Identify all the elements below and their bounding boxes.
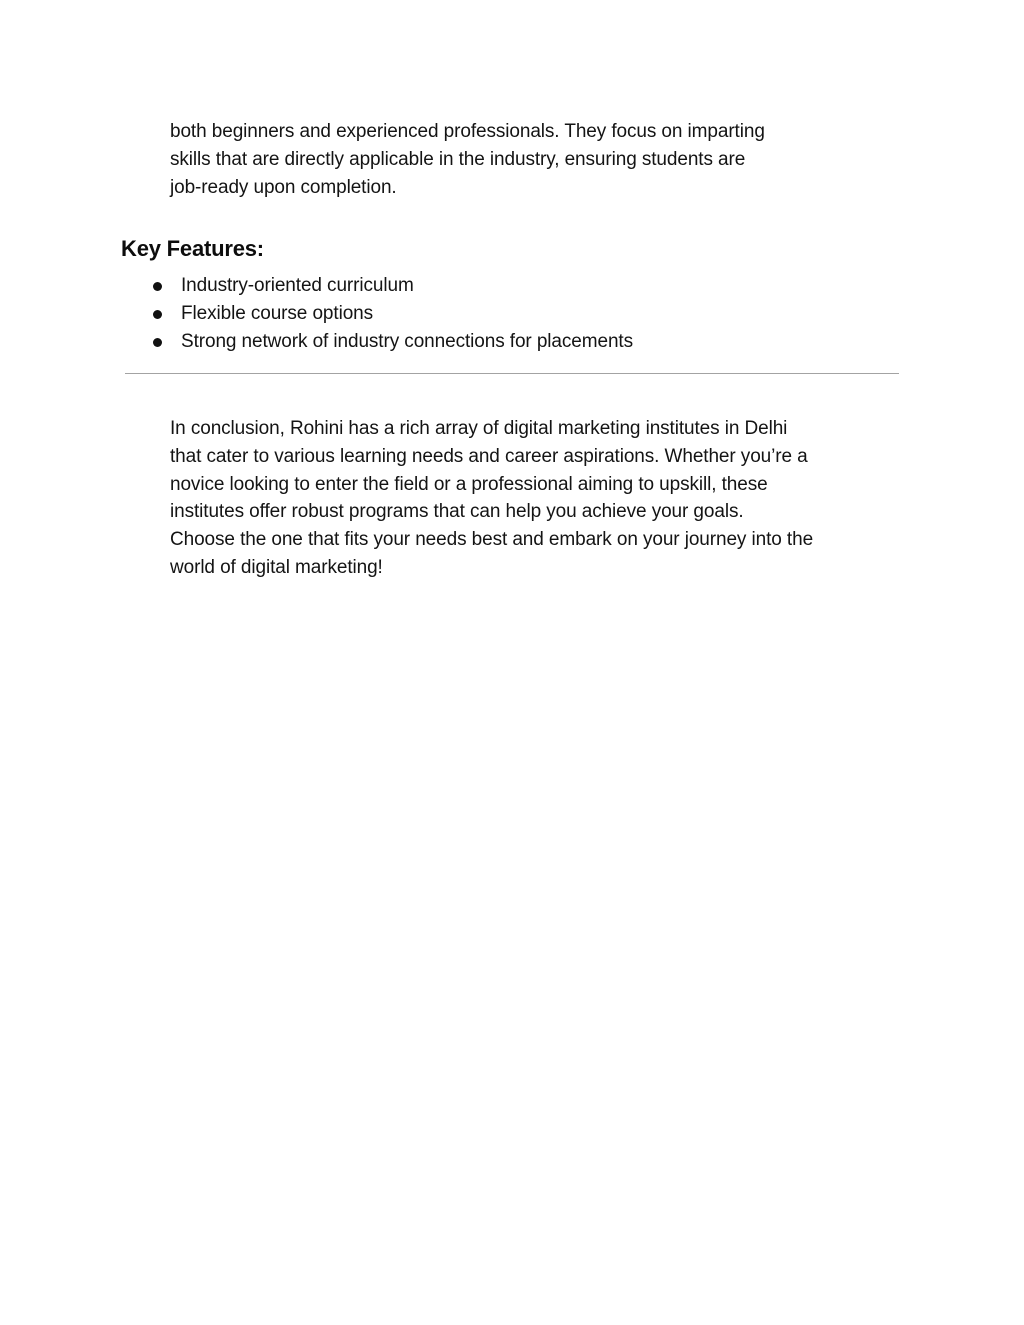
intro-line: skills that are directly applicable in the industry, ensuring students are bbox=[170, 148, 746, 170]
conclusion-line: institutes offer robust programs that can help you achieve your goals. bbox=[170, 501, 744, 523]
list-item bbox=[150, 272, 633, 300]
key-features-list bbox=[150, 272, 633, 356]
intro-paragraph bbox=[170, 118, 890, 201]
horizontal-divider bbox=[125, 373, 899, 374]
list-item bbox=[150, 300, 633, 328]
conclusion-line: world of digital marketing! bbox=[170, 556, 383, 578]
intro-line: both beginners and experienced professionals. They focus on imparting bbox=[170, 121, 765, 142]
bullet-icon bbox=[153, 338, 162, 347]
list-item-label: Industry-oriented curriculum bbox=[181, 275, 414, 296]
list-item-label: Flexible course options bbox=[181, 303, 374, 324]
key-features-heading: Key Features: bbox=[121, 236, 264, 261]
conclusion-line: Choose the one that fits your needs best and embark on your journey into the bbox=[170, 529, 814, 551]
intro-line: job-ready upon completion. bbox=[170, 176, 397, 198]
list-item-label: Strong network of industry connections for placements bbox=[181, 331, 633, 352]
conclusion-line: novice looking to enter the field or a professional aiming to upskill, these bbox=[170, 473, 768, 495]
list-item bbox=[150, 328, 633, 356]
bullet-icon bbox=[153, 310, 162, 319]
bullet-icon bbox=[153, 282, 162, 291]
conclusion-line: that cater to various learning needs and career aspirations. Whether you’re a bbox=[170, 445, 808, 467]
conclusion-line: In conclusion, Rohini has a rich array of digital marketing institutes in Delhi bbox=[170, 418, 788, 439]
conclusion-paragraph bbox=[170, 415, 890, 582]
